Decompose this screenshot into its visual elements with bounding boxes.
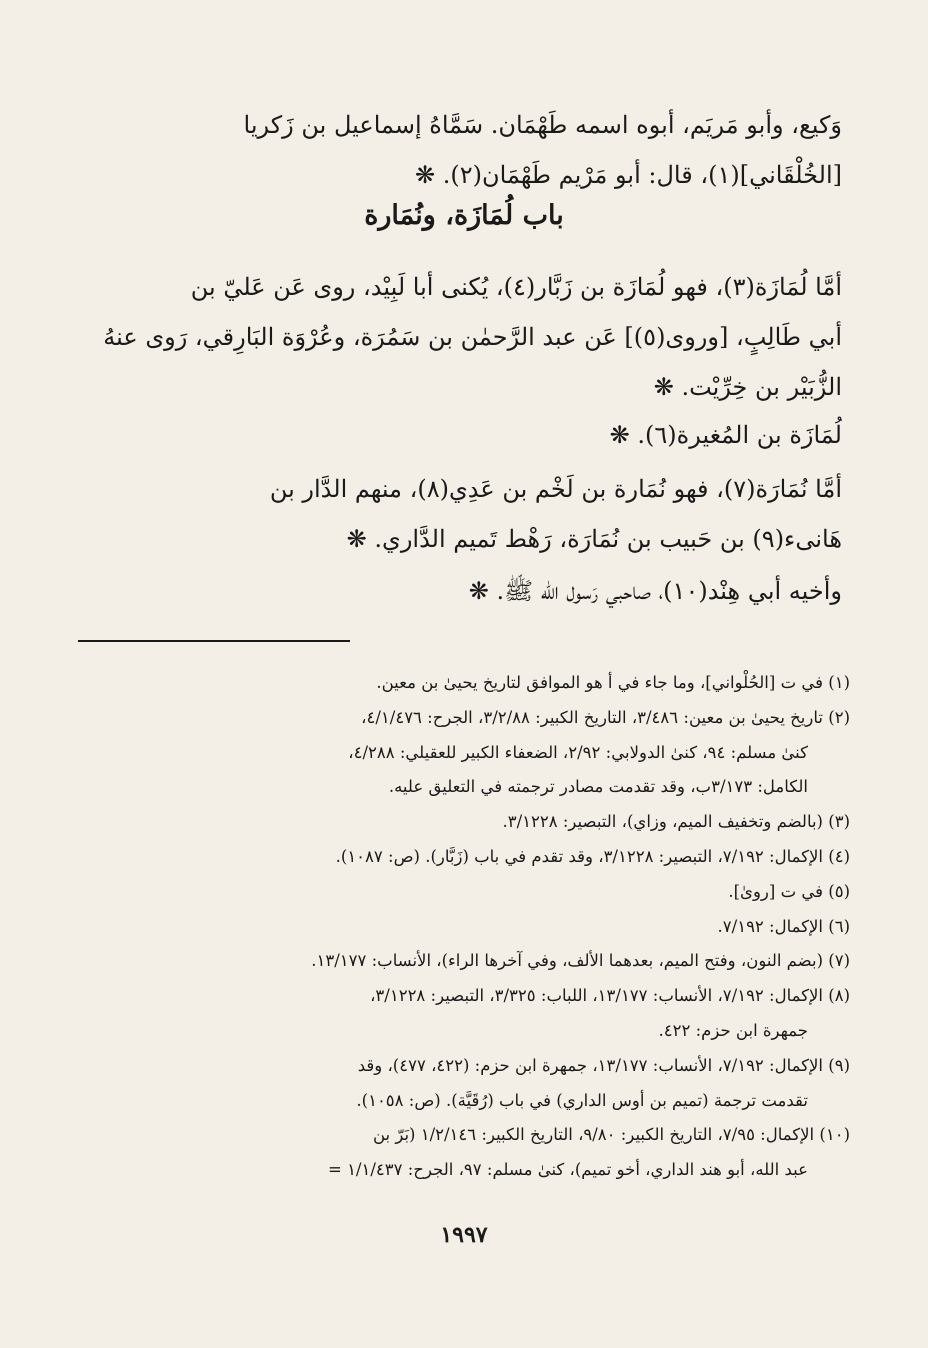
text-line: لُمَازَة بن المُغيرة(٦). ❋ bbox=[609, 421, 842, 449]
paragraph-intro bbox=[80, 100, 842, 200]
paragraph-lumaza-mughira bbox=[80, 410, 842, 460]
paragraph-lumaza bbox=[80, 262, 842, 412]
footnote-line: عبد الله، أبو هند الداري، أخو تميم)، كنىٰ مسلم: ٩٧، الجرح: ١/١/٤٣٧ = bbox=[327, 1160, 808, 1180]
footnotes bbox=[76, 666, 850, 1188]
text-line: أبي طَالِبٍ، [وروى(٥)] عَن عبد الرَّحمٰن بن سَمُرَة، وعُرْوَة البَارِقي، رَوى عنهُ bbox=[103, 323, 842, 351]
footnote-line: الكامل: ٣/١٧٣ب، وقد تقدمت مصادر ترجمته في التعليق عليه. bbox=[388, 777, 808, 797]
paragraph-numara bbox=[80, 464, 842, 564]
footnote-line: (١٠) الإكمال: ٧/٩٥، التاريخ الكبير: ٩/٨٠، التاريخ الكبير: ١/٢/١٤٦ (بَرّ بن bbox=[372, 1125, 850, 1145]
footnote-line: (٢) تاريخ يحيىٰ بن معين: ٣/٤٨٦، التاريخ الكبير: ٣/٢/٨٨، الجرح: ٤/١/٤٧٦، bbox=[361, 707, 850, 727]
footnote-line: (٥) في ت [روىٰ]. bbox=[728, 881, 850, 901]
paragraph-abu-hind bbox=[80, 566, 842, 616]
footnote-line: (٧) (بضم النون، وفتح الميم، بعدهما الألف، وفي آخرها الراء)، الأنساب: ١٣/١٧٧. bbox=[311, 951, 850, 971]
chapter-title: باب لُمَازَة، ونُمَارة bbox=[364, 200, 564, 231]
text-line: أمَّا لُمَازَة(٣)، فهو لُمَازَة بن زَبَّار(٤)، يُكنى أبا لَبِيْد، روى عَن عَليّ بن bbox=[190, 273, 842, 301]
text-line: وَكيع، وأبو مَريَم، أبوه اسمه طَهْمَان. سَمَّاهُ إسماعيل بن زَكريا bbox=[243, 111, 842, 139]
text-line: هَانىء(٩) بن حَبيب بن نُمَارَة، رَهْط تَميم الدَّاري. ❋ bbox=[346, 525, 842, 553]
footnote-line: جمهرة ابن حزم: ٤٢٢. bbox=[658, 1020, 808, 1040]
text-line: أمَّا نُمَارَة(٧)، فهو نُمَارة بن لَخْم بن عَدِي(٨)، منهم الدَّار بن bbox=[269, 475, 842, 503]
page-number: ١٩٩٧ bbox=[440, 1222, 488, 1248]
footnote-line: (٤) الإكمال: ٧/١٩٢، التبصير: ٣/١٢٢٨، وقد تقدم في باب (زَبَّار). (ص: ١٠٨٧). bbox=[335, 846, 850, 866]
footnote-line: (٨) الإكمال: ٧/١٩٢، الأنساب: ١٣/١٧٧، اللباب: ٣/٣٢٥، التبصير: ٣/١٢٢٨، bbox=[370, 986, 850, 1006]
footnote-line: كنىٰ مسلم: ٩٤، كنىٰ الدولابي: ٢/٩٢، الضعفاء الكبير للعقيلي: ٤/٢٨٨، bbox=[348, 742, 808, 762]
footnote-divider bbox=[78, 640, 350, 642]
footnote-line: تقدمت ترجمة (تميم بن أوس الداري) في باب (رُقَيَّة). (ص: ١٠٥٨). bbox=[356, 1090, 808, 1110]
footnote-line: (١) في ت [الحُلْواني]، وما جاء في أ هو الموافق لتاريخ يحيىٰ بن معين. bbox=[376, 673, 850, 692]
footnote-line: (٩) الإكمال: ٧/١٩٢، الأنساب: ١٣/١٧٧، جمهرة ابن حزم: (٤٢٢، ٤٧٧)، وقد bbox=[357, 1055, 850, 1075]
text-line: الزُّبَيْر بن خِرِّيْت. ❋ bbox=[653, 373, 842, 401]
text-line: وأخيه أبي هِنْد(١٠)، صاحبي رَسول الله ﷺ. ❋ bbox=[468, 577, 842, 605]
footnote-line: (٣) (بالضم وتخفيف الميم، وزاي)، التبصير: ٣/١٢٢٨. bbox=[502, 812, 850, 832]
footnote-line: (٦) الإكمال: ٧/١٩٢. bbox=[717, 916, 850, 936]
text-line: [الخُلْقَاني](١)، قال: أبو مَرْيم طَهْمَان(٢). ❋ bbox=[415, 161, 842, 189]
